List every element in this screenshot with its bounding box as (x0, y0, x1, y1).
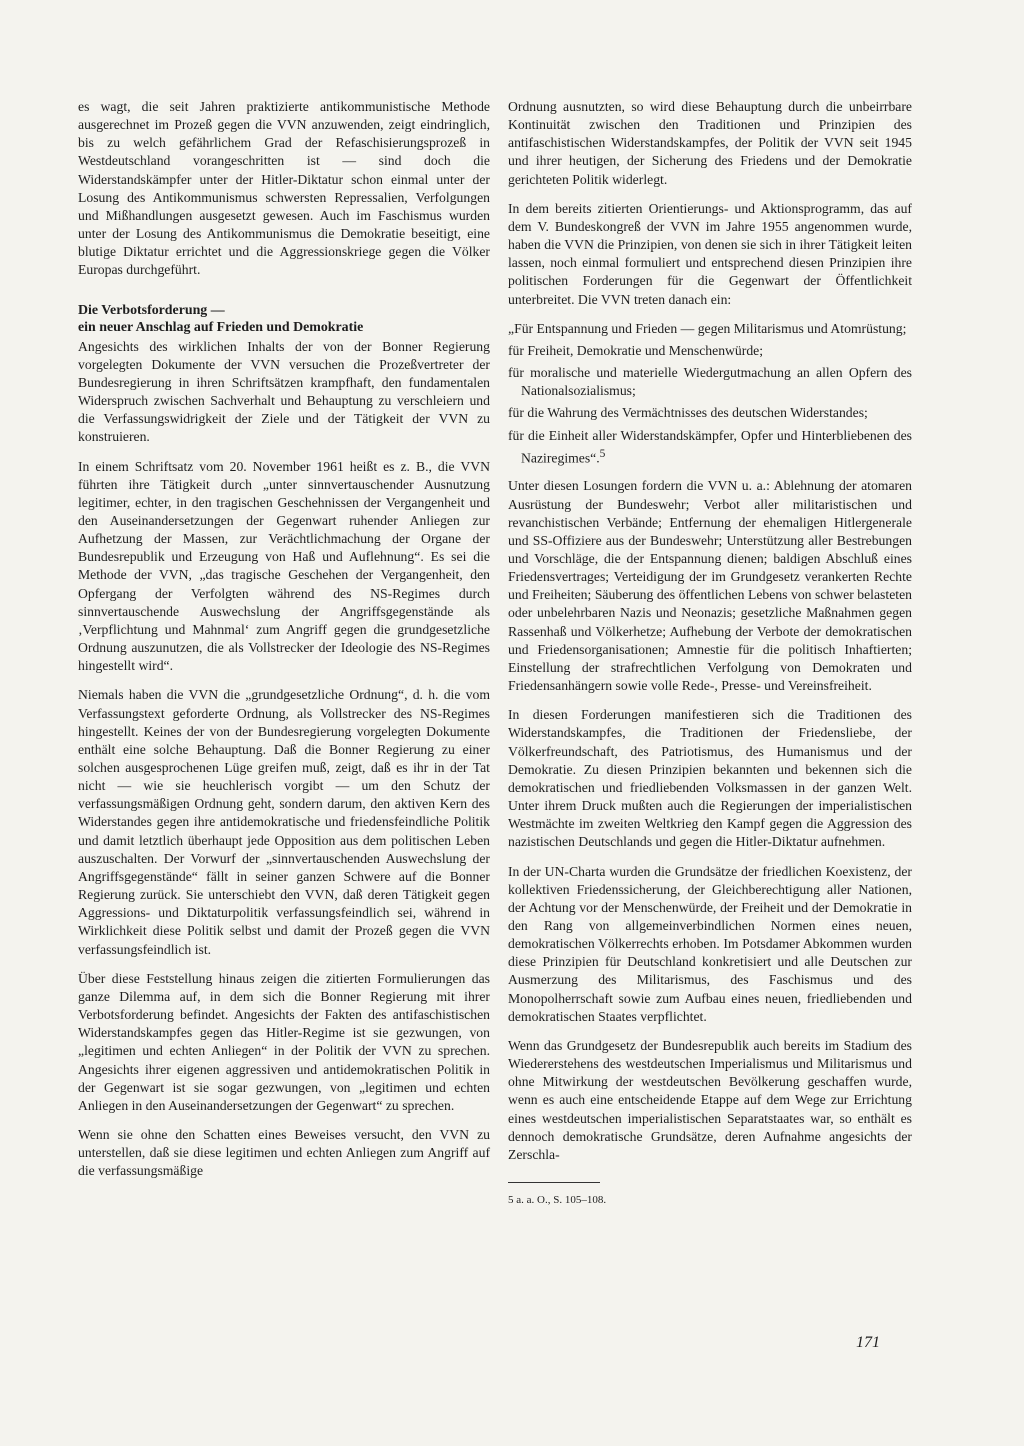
left-column (78, 98, 490, 1191)
paragraph: In einem Schriftsatz vom 20. November 1961 heißt es z. B., die VVN führten ihre Tätigkeit durch „unter sinnvertauschender Ausnutzung legitimer, echter, in den tragischen Geschehnissen der Vergangenheit und den Auseinandersetzungen der Gegenwart ruhender Anliegen zur Aufhetzung der Massen, zur Verächtlichmachung der Organe der Bundesrepublik und Erzeugung von Haß und Auflehnung“. Es sei die Methode der VVN, „das tragische Geschehen der Vergangenheit, den Opfergang der Verfolgten während des NS-Regimes durch sinnvertauschende Auswechslung der Angriffsgegenstände als ‚Verpflichtung und Mahnmal‘ zum Angriff gegen die grundgesetzliche Ordnung auszunutzen, die als Vollstrecker der Ideologie des NS-Regimes hingestellt wird“. (78, 458, 490, 674)
list-item (508, 427, 912, 468)
heading-line: Die Verbotsforderung — (78, 302, 225, 318)
paragraph: In diesen Forderungen manifestieren sich die Traditionen des Widerstandskampfes, die Traditionen der Friedensliebe, der Völkerfreundschaft, des Patriotismus, des Humanismus und der Demokratie. Zu diesen Prinzipien bekannten und bekennen sich die demokratischen und friedliebenden Volksmassen in der ganzen Welt. Unter ihrem Druck mußten auch die Regierungen der imperialistischen Westmächte im zweiten Weltkrieg den Kampf gegen die Aggression des nazistischen Deutschlands und gegen die Hitler-Diktatur aufnehmen. (508, 707, 912, 850)
right-column (508, 98, 912, 1218)
demands-list (508, 320, 912, 468)
list-item: für die Wahrung des Vermächtnisses des deutschen Widerstandes; (508, 405, 868, 421)
page-number: 171 (856, 1334, 880, 1351)
paragraph: Über diese Feststellung hinaus zeigen die zitierten Formulierungen das ganze Dilemma auf, in dem sich die Bonner Regierung mit ihrer Verbotsforderung befindet. Angesichts der Fakten des antifaschistischen Widerstandskampfes gegen das Hitler-Regime ist sie gezwungen, von „legitimen und echten Anliegen“ in der Politik der VVN zu sprechen. Angesichts ihrer eigenen aggressiven und antidemokratischen Politik in der Gegenwart ist sie sogar gezwungen, von „legitimen und echten Anliegen in den Auseinandersetzungen der Gegenwart“ zu sprechen. (78, 970, 490, 1113)
paragraph: Wenn sie ohne den Schatten eines Beweises versucht, den VVN zu unterstellen, daß sie diese legitimen und echten Anliegen zum Angriff auf die verfassungsmäßige (78, 1126, 490, 1179)
list-item: für Freiheit, Demokratie und Menschenwürde; (508, 342, 764, 358)
list-item-text: für die Einheit aller Widerstandskämpfer, Opfer und Hinterbliebenen des Naziregimes“. (508, 427, 912, 466)
paragraph: Angesichts des wirklichen Inhalts der von der Bonner Regierung vorgelegten Dokumente der VVN versuchen die Prozeßvertreter der Bundesregierung in ihren Schriftsätzen krampfhaft, den fundamentalen Widerspruch zwischen Sachverhalt und Behauptung zu verschleiern und die Verfassungswidrigkeit der Ziele und der Tätigkeit der VVN zu konstruieren. (78, 338, 490, 445)
paragraph: Unter diesen Losungen fordern die VVN u. a.: Ablehnung der atomaren Ausrüstung der Bundeswehr; Verbot aller militaristischen und revanchistischen Verbände; Entfernung der ehemaligen Hitlergenerale und SS-Offiziere aus der Bundeswehr; Unterstützung aller Bestrebungen und Vorschläge, die der Entspannung dienen; baldigen Abschluß eines Friedensvertrages; Verteidigung der im Grundgesetz verankerten Rechte und Freiheiten; Säuberung des öffentlichen Lebens von schwer belasteten oder unbelehrbaren Nazis und Neonazis; gesetzliche Maßnahmen gegen Rassenhaß und Völkerhetze; Aufhebung der Verbote der demokratischen und Friedensorganisationen; Amnestie für die politisch Inhaftierten; Einstellung der strafrechtlichen Verfolgung von Demokraten und Friedensanhängern sowie volle Rede-, Presse- und Vereinsfreiheit. (508, 478, 912, 694)
paragraph: Wenn das Grundgesetz der Bundesrepublik auch bereits im Stadium des Wiedererstehens des westdeutschen Imperialismus und Militarismus und ohne Mitwirkung der westdeutschen Bevölkerung geschaffen wurde, wenn es auch eine entscheidende Etappe auf dem Wege zur Errichtung eines westdeutschen imperialistischen Separatstaates war, so enthält es dennoch demokratische Grundsätze, deren Aufnahme angesichts der Zerschla- (508, 1037, 912, 1162)
heading-line: ein neuer Anschlag auf Frieden und Demokratie (78, 319, 364, 335)
footnote-marker: 5 (599, 447, 606, 460)
paragraph: In der UN-Charta wurden die Grundsätze der friedlichen Koexistenz, der kollektiven Friedenssicherung, der Gleichberechtigung aller Nationen, der Achtung vor der Menschenwürde, der Freiheit und der Demokratie in den Rang von allgemeinverbindlichen Normen eines neuen, demokratischen Völkerrechts erhoben. Im Potsdamer Abkommen wurden diese Prinzipien für Deutschland konkretisiert und alle Deutschen zur Ausmerzung des Militarismus, des Faschismus und des Monopolherrschaft sowie zum Aufbau eines neuen, friedliebenden und demokratischen Staates verpflichtet. (508, 863, 912, 1024)
list-item: „Für Entspannung und Frieden — gegen Militarismus und Atomrüstung; (508, 320, 907, 336)
footnote: 5 a. a. O., S. 105–108. (508, 1194, 607, 1206)
paragraph: es wagt, die seit Jahren praktizierte antikommunistische Methode ausgerechnet im Prozeß gegen die VVN anzuwenden, zeigt eindringlich, bis zu welch gefährlichem Grad der Refaschisierungsprozeß in Westdeutschland vorangeschritten ist — sind doch die Widerstandskämpfer unter der Hitler-Diktatur schon einmal unter der Losung des Antikommunismus schwersten Repressalien, Verfolgungen und Mißhandlungen ausgesetzt gewesen. Auch im Faschismus wurden unter der Losung des Antikommunismus die Demokratie beseitigt, eine blutige Diktatur errichtet und die Aggressionskriege gegen die Völker Europas durchgeführt. (78, 99, 490, 278)
paragraph: In dem bereits zitierten Orientierungs- und Aktionsprogramm, das auf dem V. Bundeskongreß der VVN im Jahre 1955 angenommen wurde, haben die VVN die Prinzipien, von denen sie sich in ihrer Tätigkeit leiten lassen, noch einmal formuliert und entsprechend diesen Prinzipien ihre politischen Forderungen für die Gegenwart der Öffentlichkeit unterbreitet. Die VVN treten danach ein: (508, 200, 912, 307)
footnote-divider (508, 1182, 600, 1183)
section-heading (78, 302, 490, 336)
paragraph: Ordnung ausnutzten, so wird diese Behauptung durch die unbeirrbare Kontinuität zwischen den Traditionen und Prinzipien des antifaschistischen Widerstandskampfes, der Politik der VVN seit 1945 und ihrer heutigen, der Sicherung des Friedens und der Demokratie gerichteten Politik widerlegt. (508, 99, 912, 187)
list-item: für moralische und materielle Wiedergutmachung an allen Opfern des Nationalsozialismus; (508, 365, 912, 399)
paragraph: Niemals haben die VVN die „grundgesetzliche Ordnung“, d. h. die vom Verfassungstext geforderte Ordnung, als Vollstrecker des NS-Regimes hingestellt. Keines der von der Bundesregierung vorgelegten Dokumente enthält eine solche Behauptung. Daß die Bonner Regierung zu einer solchen ausgesprochenen Lüge greifen muß, zeigt, daß es ihr in der Tat nicht — wie sie heuchlerisch vorgibt — um den Schutz der verfassungsmäßigen Ordnung geht, sondern darum, den aktiven Kern des Widerstandes gegen ihre antidemokratische und friedensfeindliche Politik und damit letztlich überhaupt jede Opposition aus dem politischen Leben auszuschalten. Der Vorwurf der „sinnvertauschenden Auswechslung der Angriffsgegenstände“ fällt in seiner ganzen Schwere auf die Bonner Regierung zurück. Sie unterschiebt den VVN, daß deren Tätigkeit gegen Aggressions- und Diktaturpolitik verfassungsfeindlich sei, während in Wirklichkeit diese Politik selbst und damit der Prozeß gegen die VVN verfassungsfeindlich ist. (78, 687, 490, 957)
